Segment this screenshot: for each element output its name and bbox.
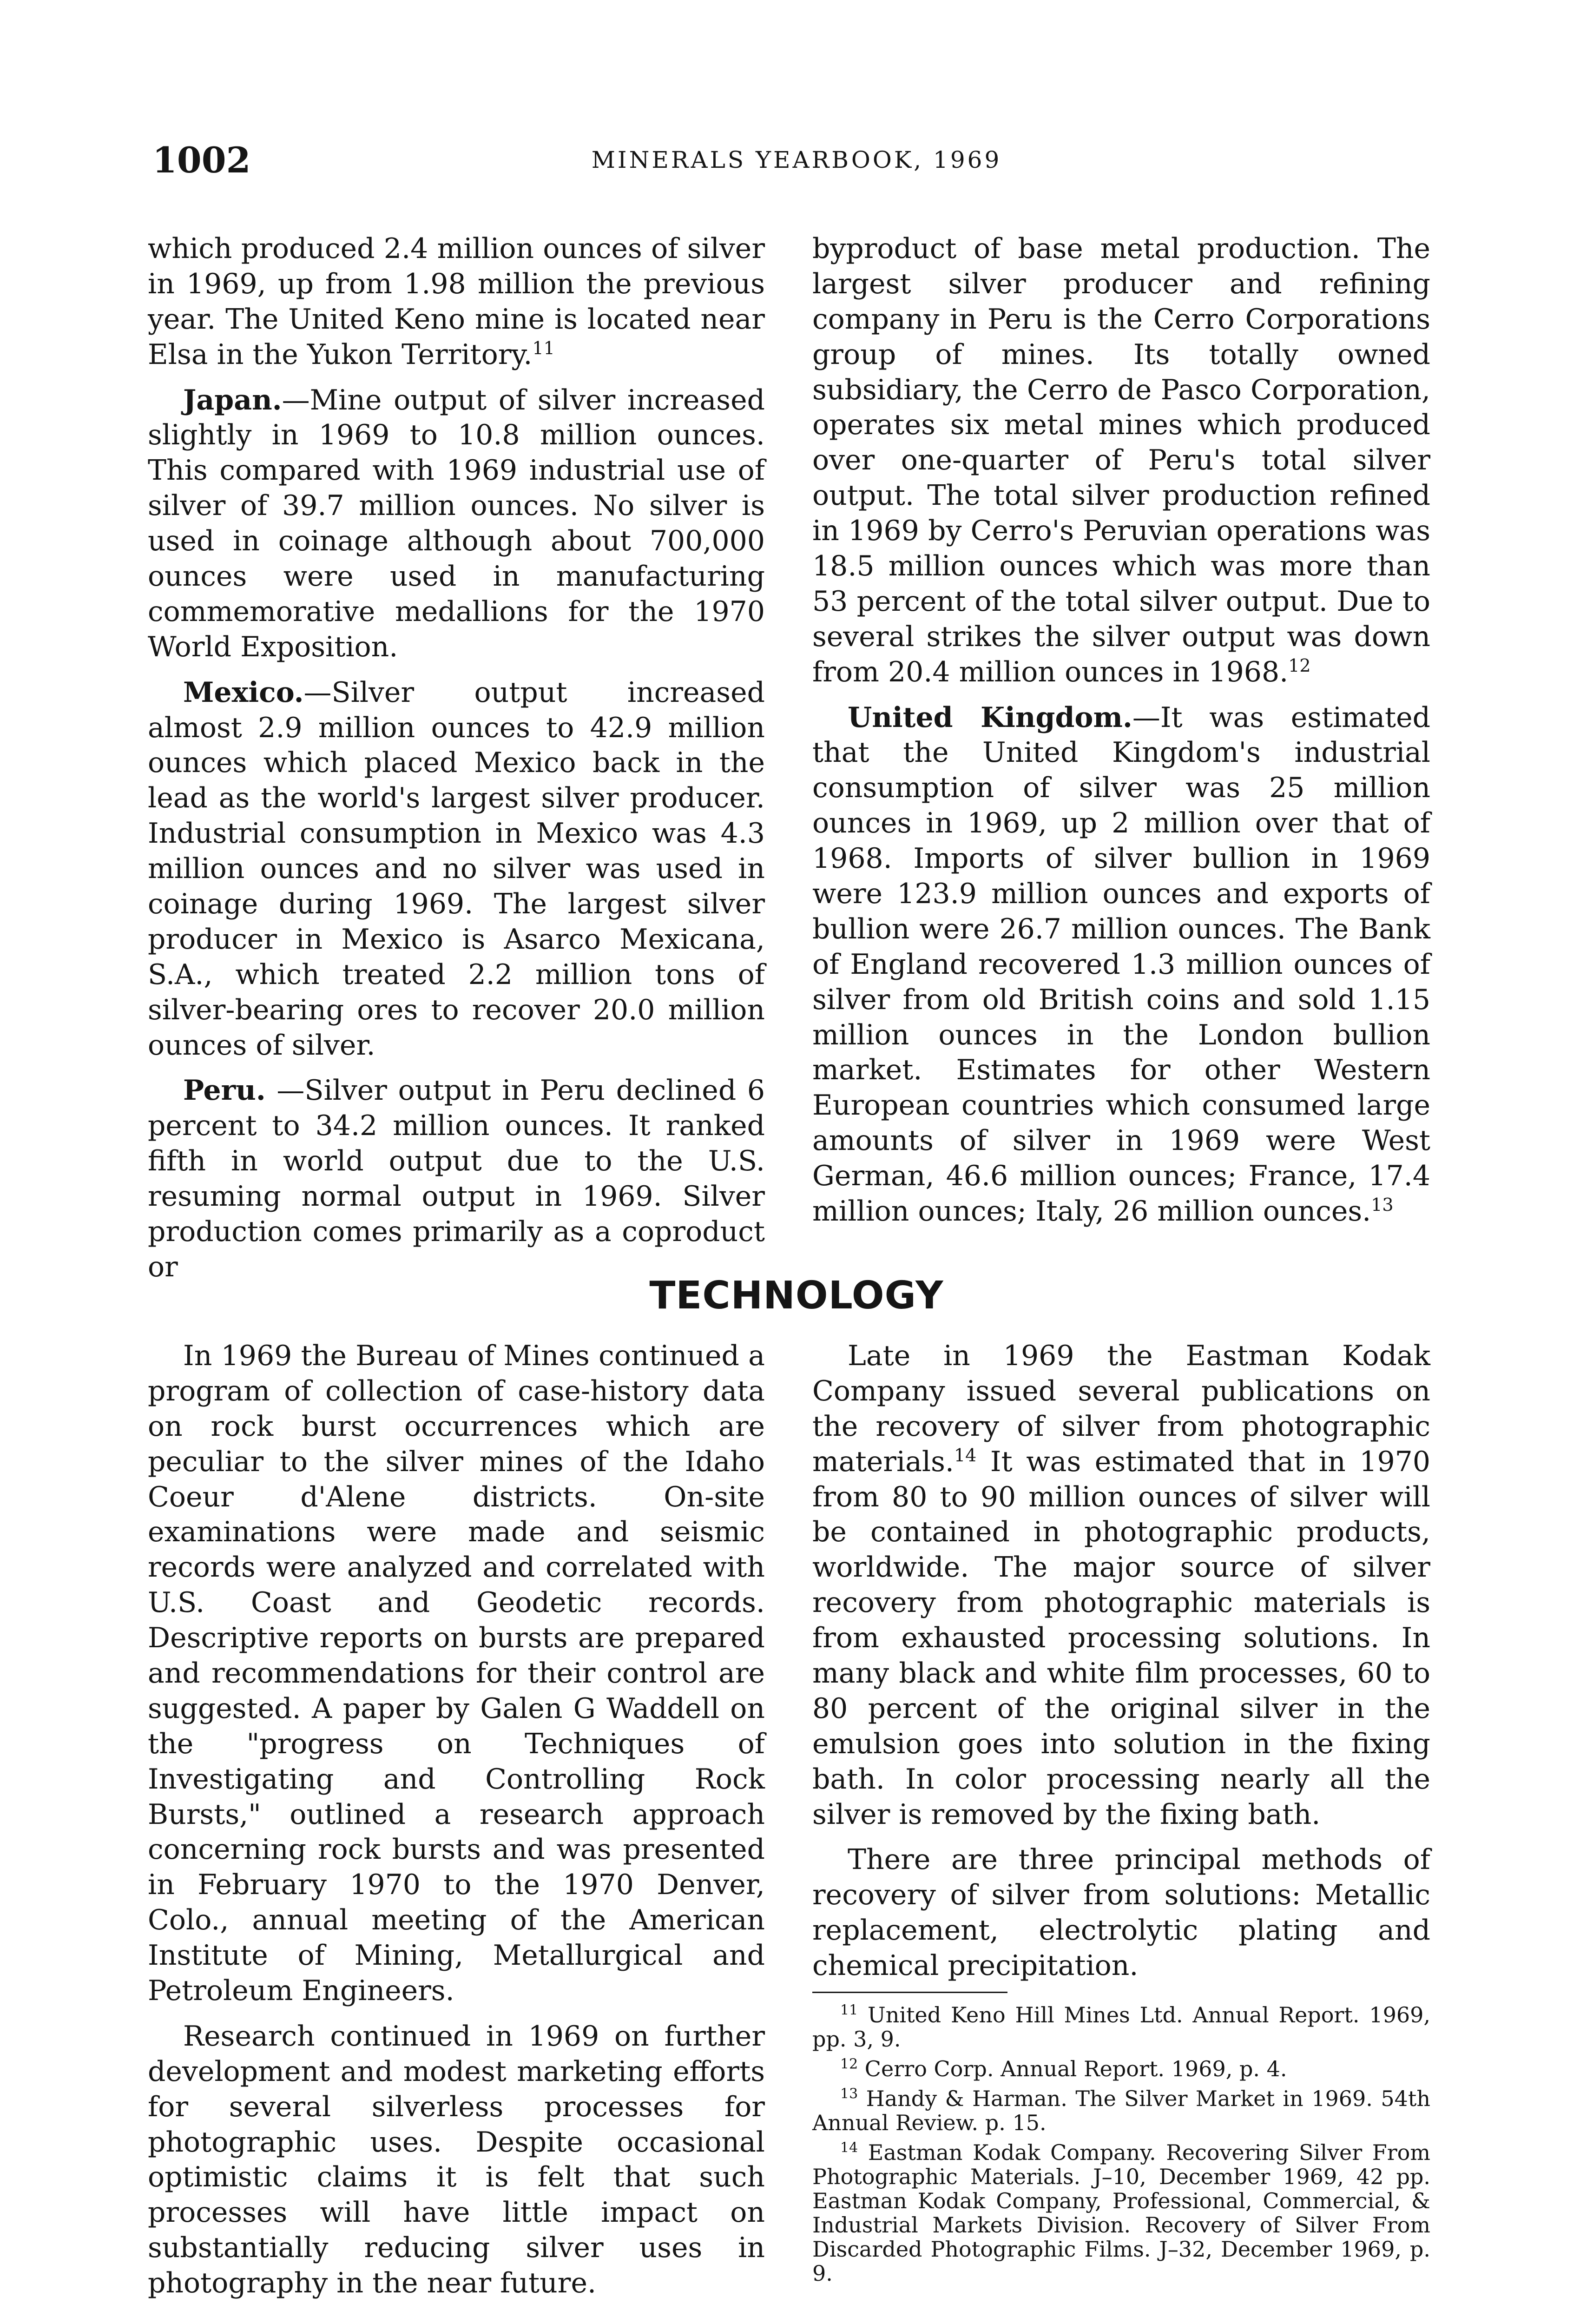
footnote-divider [812, 1992, 1007, 1993]
page-number: 1002 [152, 139, 251, 181]
country-heading-mexico: Mexico. [183, 676, 304, 709]
footnote-ref[interactable]: 12 [1288, 655, 1311, 676]
country-heading-japan: Japan. [183, 383, 282, 416]
footnote-number: 13 [840, 2086, 858, 2102]
footnote: $^{11}$ United Keno Hill Mines Ltd. Annual Report. 1969, pp. 3, 9. [812, 2002, 1430, 2052]
footnote-number: 14 [840, 2139, 858, 2156]
paragraph-uk: United Kingdom.—It was estimated that the United Kingdom's industrial consumption of silver was 25 million ounces in 1969, up 2 million over that of 1968. Imports of silver bullion in 1969 were 123.9 million ounces and exports of bullion were 26.7 million ounces. The Bank of England recovered 1.3 million ounces of silver from old British coins and sold 1.15 million ounces in the London bullion market. Estimates for other Western European countries which consumed large amounts of silver in 1969 were West German, 46.6 million ounces; France, 17.4 million ounces; Italy, 26 million ounces.$^{13}$ [812, 701, 1431, 1228]
footnotes [812, 1992, 1430, 2291]
footnote: $^{14}$ Eastman Kodak Company. Recovering Silver From Photographic Materials. J–10, December 1969, 42 pp. Eastman Kodak Company, Professional, Commercial, & Industrial Markets Division. Recovery of Silver From Discarded Photographic Films. J–32, December 1969, p. 9. [812, 2139, 1430, 2286]
running-title: MINERALS YEARBOOK, 1969 [591, 146, 1002, 173]
section-heading-technology: TECHNOLOGY [649, 1274, 944, 1318]
paragraph-peru-cont: byproduct of base metal production. The largest silver producer and refining company in Peru is the Cerro Corporations group of mines. Its totally owned subsidiary, the Cerro de Pasco Corporation, operates six metal mines which produced over one-quarter of Peru's total silver output. The total silver production refined in 1969 by Cerro's Peruvian operations was 18.5 million ounces which was more than 53 percent of the total silver output. Due to several strikes the silver output was down from 20.4 million ounces in 1968.12 [812, 232, 1430, 688]
right-column-top [812, 231, 1430, 1240]
country-heading-peru: Peru. [183, 1074, 266, 1107]
paragraph-mexico: Mexico.—Silver output increased almost 2.9 million ounces to 42.9 million ounces which placed Mexico back in the lead as the world's largest silver producer. Industrial consumption in Mexico was 4.3 million ounces and no silver was used in coinage during 1969. The largest silver producer in Mexico is Asarco Mexicana, S.A., which treated 2.2 million tons of silver-bearing ores to recover 20.0 million ounces of silver. [148, 676, 765, 1062]
footnote-ref[interactable]: 11 [532, 337, 555, 358]
paragraph-kodak: Late in 1969 the Eastman Kodak Company issued several publications on the recovery of silver from photographic materials.$^{14}$ It was estimated that in 1970 from 80 to 90 million ounces of silver will be contained in photographic products, worldwide. The major source of silver recovery from photographic materials is from exhausted processing solutions. In many black and white film processes, 60 to 80 percent of the original silver in the emulsion goes into solution in the fixing bath. In color processing nearly all the silver is removed by the fixing bath. [812, 1340, 1430, 1831]
paragraph-rock-bursts: In 1969 the Bureau of Mines continued a program of collection of case-history data on rock burst occurrences which are peculiar to the silver mines of the Idaho Coeur d'Alene districts. On-site examinations were made and seismic records were analyzed and correlated with U.S. Coast and Geodetic records. Descriptive reports on bursts are prepared and recommendations for their control are suggested. A paper by Galen G Waddell on the "progress on Techniques of Investigating and Controlling Rock Bursts," outlined a research approach concerning rock bursts and was presented in February 1970 to the 1970 Denver, Colo., annual meeting of the American Institute of Mining, Metallurgical and Petroleum Engineers. [148, 1340, 765, 2007]
country-heading-uk: United Kingdom. [848, 701, 1132, 734]
footnote: $^{12}$ Cerro Corp. Annual Report. 1969, p. 4. [840, 2056, 1287, 2081]
left-column-bottom [148, 1339, 765, 2311]
paragraph-japan: Japan.—Mine output of silver increased slightly in 1969 to 10.8 million ounces. This compared with 1969 industrial use of silver of 39.7 million ounces. No silver is used in coinage although about 700,000 ounces were used in manufacturing commemorative medallions for the 1970 World Exposition. [148, 383, 765, 663]
paragraph-silverless: Research continued in 1969 on further development and modest marketing efforts for several silverless processes for photographic uses. Despite occasional optimistic claims it is felt that such processes will have little impact on substantially reducing silver uses in photography in the near future. [148, 2020, 765, 2300]
left-column-top [148, 231, 765, 1295]
footnote-number: 12 [840, 2056, 858, 2073]
paragraph-recovery-methods: There are three principal methods of recovery of silver from solutions: Metallic replacement, electrolytic plating and chemical precipitation. [812, 1843, 1430, 1982]
paragraph-peru: Peru. —Silver output in Peru declined 6 percent to 34.2 million ounces. It ranked fifth in world output due to the U.S. resuming normal output in 1969. Silver production comes primarily as a coproduct or [148, 1074, 765, 1283]
footnote-number: 11 [840, 2002, 858, 2019]
paragraph-yukon: which produced 2.4 million ounces of silver in 1969, up from 1.98 million the previous year. The United Keno mine is located near Elsa in the Yukon Territory.$^{11}$ [148, 232, 765, 371]
footnote-ref[interactable]: 14 [954, 1445, 977, 1466]
footnote-ref[interactable]: 13 [1371, 1195, 1394, 1215]
footnote: $^{13}$ Handy & Harman. The Silver Market in 1969. 54th Annual Review. p. 15. [812, 2086, 1430, 2135]
right-column-bottom [812, 1339, 1430, 1994]
